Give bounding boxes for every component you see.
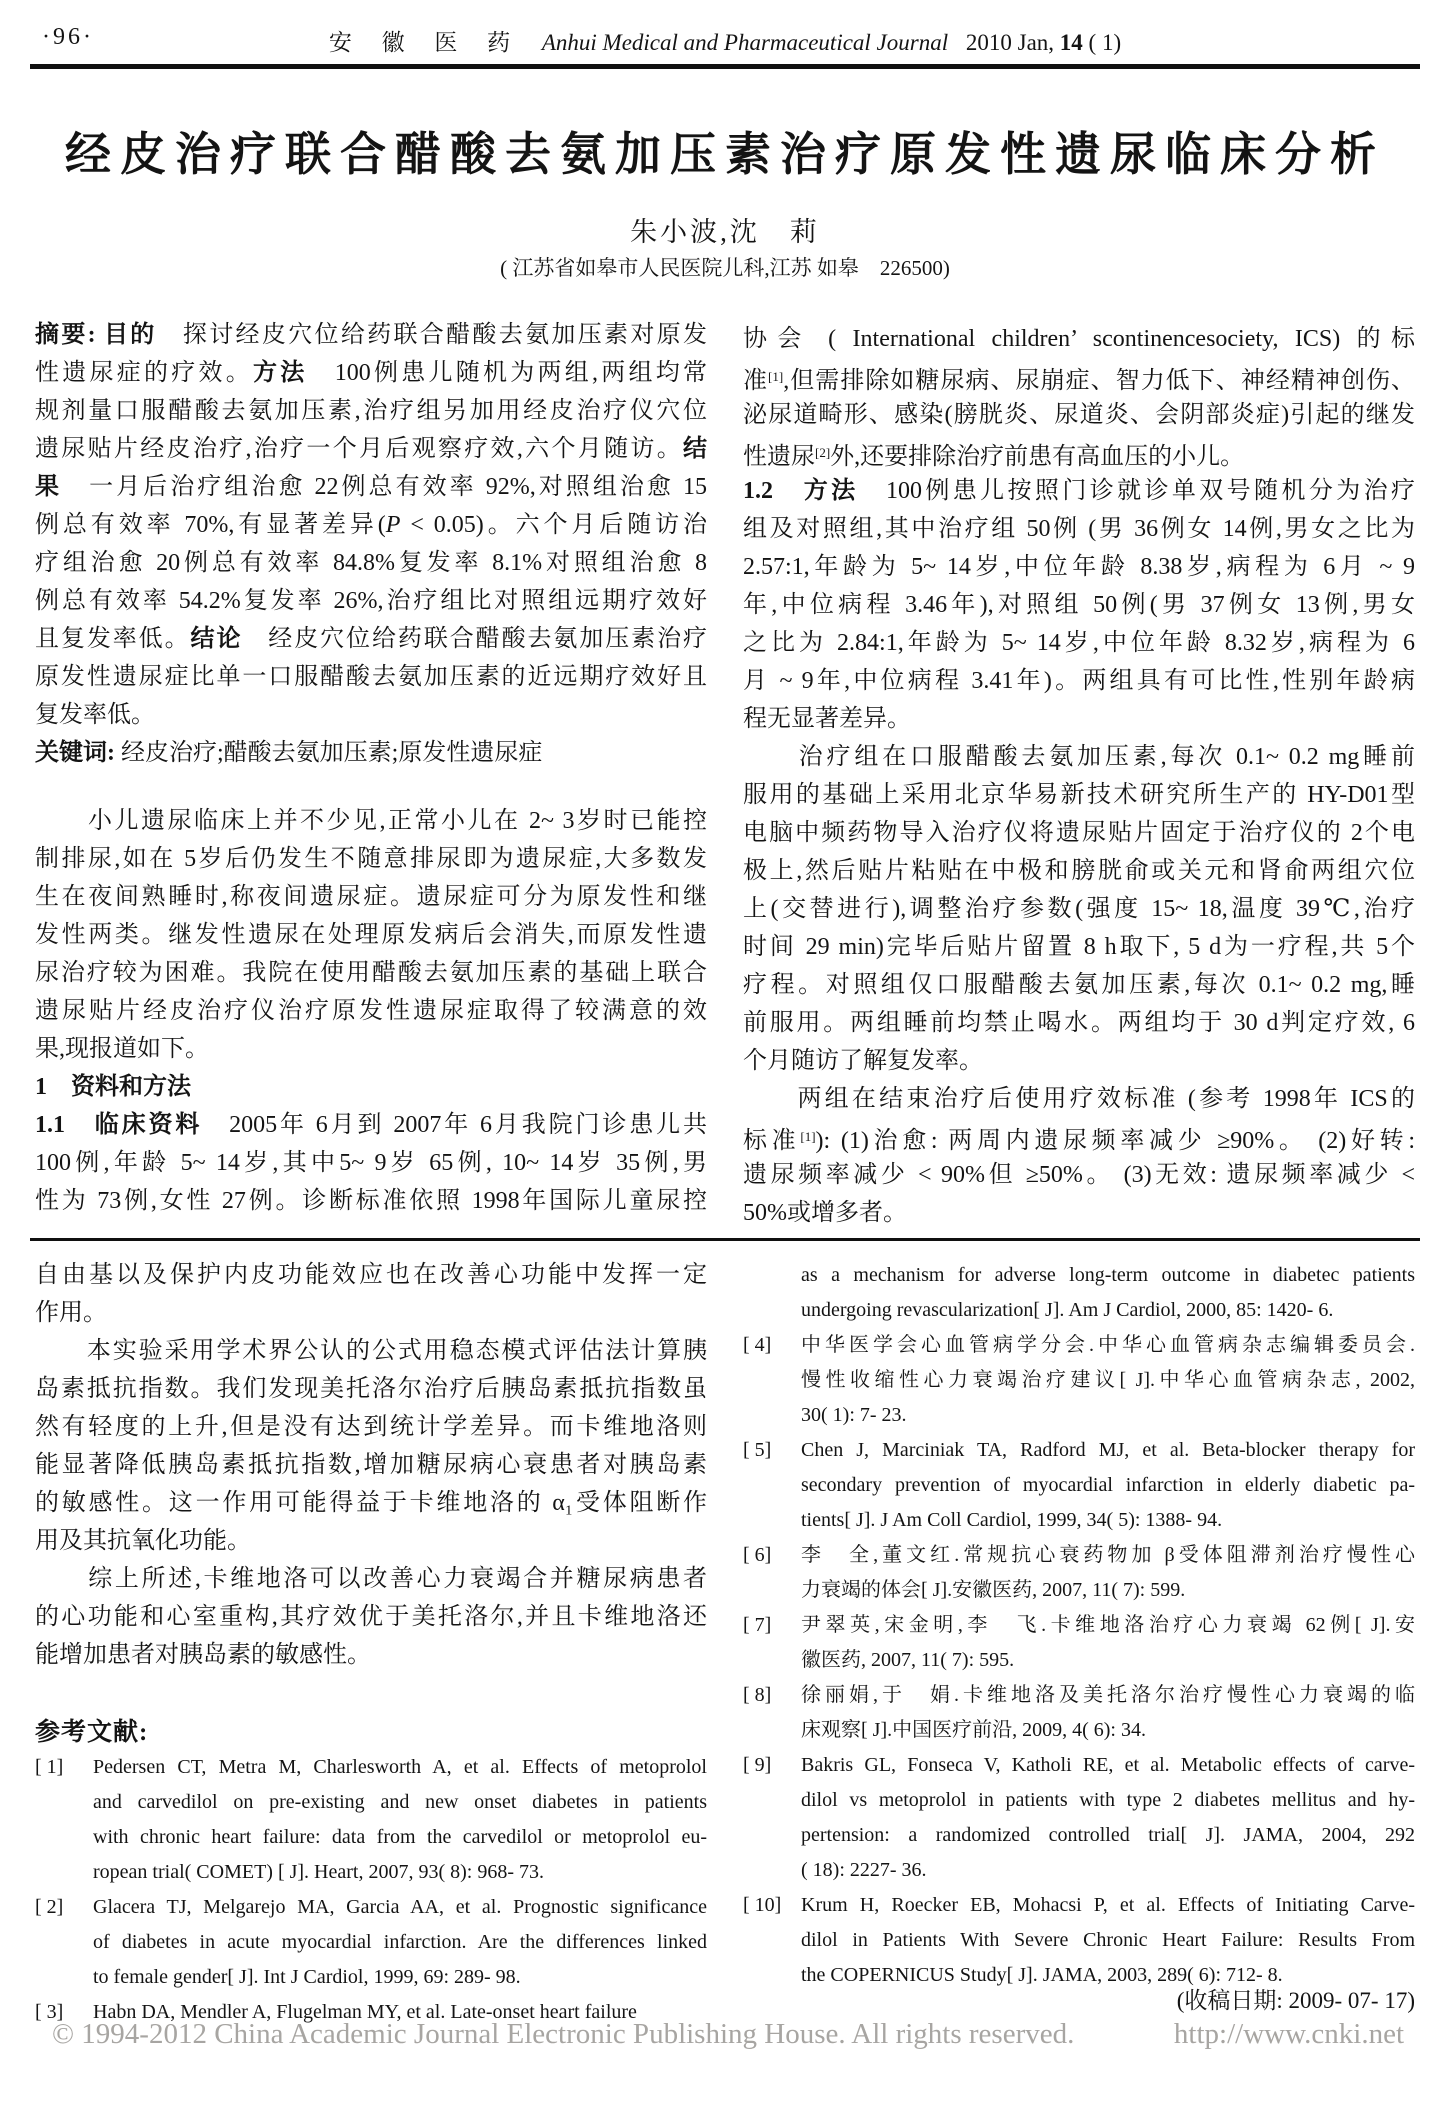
reference-number: [ 8] — [743, 1684, 772, 1706]
reference-line: 中华医学会心血管病学分会.中华心血管病杂志编辑委员会. — [801, 1334, 1415, 1356]
text-line: 上(交替进行),调整治疗参数(强度 15~ 18,温度 39℃,治疗 — [743, 896, 1415, 922]
text-line: 标准[1]): (1)治愈: 两周内遗尿频率减少 ≥90%。 (2)好转: — [743, 1128, 1415, 1154]
text-line: 个月随访了解复发率。 — [743, 1048, 983, 1074]
reference-line: 李 全,董文红.常规抗心衰药物加 β受体阻滞剂治疗慢性心 — [801, 1544, 1415, 1566]
article-title: 经皮治疗联合醋酸去氨加压素治疗原发性遗尿临床分析 — [65, 129, 1385, 180]
text-line: 综上所述,卡维地洛可以改善心力衰竭合并糖尿病患者 — [35, 1566, 707, 1592]
received-date: (收稿日期: 2009- 07- 17) — [1176, 1988, 1415, 2013]
reference-line: Glacera TJ, Melgarejo MA, Garcia AA, et al. Prognostic significance — [93, 1896, 707, 1918]
reference-item — [743, 1888, 1415, 1993]
text-line: 准[1],但需排除如糖尿病、尿崩症、智力低下、神经精神创伤、 — [743, 368, 1415, 394]
reference-line: 徽医药, 2007, 11( 7): 595. — [801, 1649, 1015, 1671]
reference-item — [35, 1890, 707, 1995]
article-affiliation: ( 江苏省如皋市人民医院儿科,江苏 如皋 226500) — [500, 256, 950, 280]
reference-number: [ 3] — [35, 2001, 64, 2023]
article2-left-column — [35, 1256, 707, 1674]
text-line: 前服用。两组睡前均禁止喝水。两组均于 30 d判定疗效, 6 — [743, 1010, 1415, 1036]
text-line: 50%或增多者。 — [743, 1200, 907, 1226]
journal-name-chinese: 安 徽 医 药 — [328, 30, 523, 55]
reference-line: 慢性收缩性心力衰竭治疗建议[ J].中华心血管病杂志, 2002, — [801, 1369, 1415, 1391]
text-line: 服用的基础上采用北京华易新技术研究所生产的 HY-D01型 — [743, 782, 1415, 808]
journal-header — [0, 24, 1450, 57]
text-line: 的敏感性。这一作用可能得益于卡维地洛的 α₁受体阻断作 — [35, 1490, 707, 1516]
text-line: 1 资料和方法 — [35, 1074, 191, 1100]
text-line: 组及对照组,其中治疗组 50例 (男 36例女 14例,男女之比为 — [743, 516, 1415, 542]
reference-number: [ 2] — [35, 1896, 64, 1918]
text-line: 治疗组在口服醋酸去氨加压素,每次 0.1~ 0.2 mg睡前 — [743, 744, 1415, 770]
text-line: 性遗尿症的疗效。方法 100例患儿随机为两组,两组均常 — [35, 360, 707, 386]
reference-line: 床观察[ J].中国医疗前沿, 2009, 4( 6): 34. — [801, 1719, 1146, 1741]
article1-right-column — [743, 320, 1415, 1232]
reference-line: ( 18): 2227- 36. — [801, 1859, 927, 1881]
text-line: 制排尿,如在 5岁后仍发生不随意排尿即为遗尿症,大多数发 — [35, 846, 707, 872]
text-line: 极上,然后贴片粘贴在中极和膀胱俞或关元和肾俞两组穴位 — [743, 858, 1415, 884]
text-line: 例总有效率 54.2%复发率 26%,治疗组比对照组远期疗效好 — [35, 588, 707, 614]
reference-line: Pedersen CT, Metra M, Charlesworth A, et al. Effects of metoprolol — [93, 1756, 707, 1778]
reference-line: Bakris GL, Fonseca V, Katholi RE, et al. Metabolic effects of carve- — [801, 1754, 1415, 1776]
reference-line: the COPERNICUS Study[ J]. JAMA, 2003, 289( 6): 712- 8. — [801, 1964, 1283, 1986]
text-line: 遗尿频率减少 < 90%但 ≥50%。 (3)无效: 遗尿频率减少 < — [743, 1162, 1415, 1188]
reference-item — [743, 1258, 1415, 1328]
article-authors: 朱小波,沈 莉 — [630, 217, 820, 247]
reference-number: [ 7] — [743, 1614, 772, 1636]
text-line: 电脑中频药物导入治疗仪将遗尿贴片固定于治疗仪的 2个电 — [743, 820, 1415, 846]
text-line: 关键词: 经皮治疗;醋酸去氨加压素;原发性遗尿症 — [35, 740, 543, 766]
copyright-watermark — [52, 2018, 1404, 2051]
text-line: 小儿遗尿临床上并不少见,正常小儿在 2~ 3岁时已能控 — [35, 808, 707, 834]
text-line: 本实验采用学术界公认的公式用稳态模式评估法计算胰 — [35, 1338, 707, 1364]
text-line: 例总有效率 70%,有显著差异(P < 0.05)。六个月后随访治 — [35, 512, 707, 538]
text-line: 果,现报道如下。 — [35, 1036, 209, 1062]
article1-left-column — [35, 316, 707, 1220]
text-line: 疗组治愈 20例总有效率 84.8%复发率 8.1%对照组治愈 8 — [35, 550, 707, 576]
reference-line: 尹翠英,宋金明,李 飞.卡维地洛治疗心力衰竭 62例[ J].安 — [801, 1614, 1415, 1636]
reference-line: with chronic heart failure: data from the carvedilol or metoprolol eu- — [93, 1826, 707, 1848]
reference-line: and carvedilol on pre-existing and new onset diabetes in patients — [93, 1791, 707, 1813]
text-line: 果 一月后治疗组治愈 22例总有效率 92%,对照组治愈 15 — [35, 474, 707, 500]
reference-number: [ 5] — [743, 1439, 772, 1461]
text-line: 生在夜间熟睡时,称夜间遗尿症。遗尿症可分为原发性和继 — [35, 884, 707, 910]
reference-list-right — [743, 1258, 1415, 1993]
reference-line: secondary prevention of myocardial infarction in elderly diabetic pa- — [801, 1474, 1415, 1496]
reference-line: of diabetes in acute myocardial infarction. Are the differences linked — [93, 1931, 707, 1953]
text-line: 2.57:1,年龄为 5~ 14岁,中位年龄 8.38岁,病程为 6月 ~ 9 — [743, 554, 1415, 580]
text-line: 尿治疗较为困难。我院在使用醋酸去氨加压素的基础上联合 — [35, 960, 707, 986]
issue-number: ( 1) — [1088, 30, 1122, 55]
reference-line: dilol in Patients With Severe Chronic Heart Failure: Results From — [801, 1929, 1415, 1951]
reference-number: [ 10] — [743, 1894, 782, 1916]
text-line: 发性两类。继发性遗尿在处理原发病后会消失,而原发性遗 — [35, 922, 707, 948]
text-line: 年,中位病程 3.46年),对照组 50例(男 37例女 13例,男女 — [743, 592, 1415, 618]
reference-line: ropean trial( COMET) [ J]. Heart, 2007, 93( 8): 968- 73. — [93, 1861, 544, 1883]
text-line: 摘要: 目的 探讨经皮穴位给药联合醋酸去氨加压素对原发 — [35, 322, 707, 348]
text-line: 遗尿贴片经皮治疗仪治疗原发性遗尿症取得了较满意的效 — [35, 998, 707, 1024]
text-line: 的心功能和心室重构,其疗效优于美托洛尔,并且卡维地洛还 — [35, 1604, 707, 1630]
reference-line: to female gender[ J]. Int J Cardiol, 1999, 69: 289- 98. — [93, 1966, 521, 1988]
text-line: 月 ~ 9年,中位病程 3.41年)。两组具有可比性,性别年龄病 — [743, 668, 1415, 694]
reference-line: Habn DA, Mendler A, Flugelman MY, et al. Late-onset heart failure — [93, 2001, 637, 2023]
reference-number: [ 6] — [743, 1544, 772, 1566]
text-line: 且复发率低。结论 经皮穴位给药联合醋酸去氨加压素治疗 — [35, 626, 707, 652]
text-line: 遗尿贴片经皮治疗,治疗一个月后观察疗效,六个月随访。结 — [35, 436, 707, 462]
reference-line: 徐丽娟,于 娟.卡维地洛及美托洛尔治疗慢性心力衰竭的临 — [801, 1684, 1415, 1706]
reference-line: tients[ J]. J Am Coll Cardiol, 1999, 34( 5): 1388- 94. — [801, 1509, 1223, 1531]
text-line: 然有轻度的上升,但是没有达到统计学差异。而卡维地洛则 — [35, 1414, 707, 1440]
reference-item — [743, 1538, 1415, 1608]
issue-volume: 14 — [1059, 30, 1083, 55]
reference-line: 30( 1): 7- 23. — [801, 1404, 907, 1426]
text-line: 之比为 2.84:1,年龄为 5~ 14岁,中位年龄 8.32岁,病程为 6 — [743, 630, 1415, 656]
reference-item — [35, 1750, 707, 1890]
text-line: 复发率低。 — [35, 702, 155, 728]
text-line: 岛素抵抗指数。我们发现美托洛尔治疗后胰岛素抵抗指数虽 — [35, 1376, 707, 1402]
text-line: 性为 73例,女性 27例。诊断标准依照 1998年国际儿童尿控 — [35, 1188, 707, 1214]
text-line: 性遗尿[2]外,还要排除治疗前患有高血压的小儿。 — [743, 444, 1245, 470]
text-line: 用及其抗氧化功能。 — [35, 1528, 251, 1554]
reference-line: Krum H, Roecker EB, Mohacsi P, et al. Effects of Initiating Carve- — [801, 1894, 1415, 1916]
reference-item — [743, 1748, 1415, 1888]
text-line: 协会 ( International children’ scontinencesociety, ICS) 的标 — [743, 326, 1415, 352]
reference-number: [ 9] — [743, 1754, 772, 1776]
reference-item — [743, 1328, 1415, 1433]
reference-line: undergoing revascularization[ J]. Am J Cardiol, 2000, 85: 1420- 6. — [801, 1299, 1334, 1321]
text-line: 能增加患者对胰岛素的敏感性。 — [35, 1642, 371, 1668]
text-line: 规剂量口服醋酸去氨加压素,治疗组另加用经皮治疗仪穴位 — [35, 398, 707, 424]
journal-name-english: Anhui Medical and Pharmaceutical Journal — [541, 30, 949, 55]
page-number: ·96· — [42, 24, 94, 50]
reference-item — [743, 1608, 1415, 1678]
text-line: 两组在结束治疗后使用疗效标准 (参考 1998年 ICS的 — [743, 1086, 1415, 1112]
text-line: 程无显著差异。 — [743, 706, 911, 732]
reference-number: [ 1] — [35, 1756, 64, 1778]
text-line: 1.1 临床资料 2005年 6月到 2007年 6月我院门诊患儿共 — [35, 1112, 707, 1138]
header-rule — [30, 64, 1420, 69]
watermark-url: http://www.cnki.net — [1173, 2018, 1404, 2050]
reference-line: dilol vs metoprolol in patients with type 2 diabetes mellitus and hy- — [801, 1789, 1415, 1811]
issue-date: 2010 Jan, — [965, 30, 1055, 55]
text-line: 能显著降低胰岛素抵抗指数,增加糖尿病心衰患者对胰岛素 — [35, 1452, 707, 1478]
text-line: 自由基以及保护内皮功能效应也在改善心功能中发挥一定 — [35, 1262, 707, 1288]
reference-line: 力衰竭的体会[ J].安徽医药, 2007, 11( 7): 599. — [801, 1579, 1186, 1601]
references-heading: 参考文献: — [35, 1719, 149, 1746]
text-line: 100例,年龄 5~ 14岁,其中5~ 9岁 65例, 10~ 14岁 35例,男 — [35, 1150, 707, 1176]
reference-item — [743, 1678, 1415, 1748]
reference-line: Chen J, Marciniak TA, Radford MJ, et al. Beta-blocker therapy for — [801, 1439, 1415, 1461]
reference-list-left — [35, 1750, 707, 2030]
text-line — [35, 772, 707, 802]
text-line: 疗程。对照组仅口服醋酸去氨加压素,每次 0.1~ 0.2 mg,睡 — [743, 972, 1415, 998]
text-line: 泌尿道畸形、感染(膀胱炎、尿道炎、会阴部炎症)引起的继发 — [743, 402, 1415, 428]
reference-line: as a mechanism for adverse long-term outcome in diabetec patients — [801, 1264, 1415, 1286]
reference-number: [ 4] — [743, 1334, 772, 1356]
text-line: 时间 29 min)完毕后贴片留置 8 h取下, 5 d为一疗程,共 5个 — [743, 934, 1415, 960]
reference-line: pertension: a randomized controlled trial[ J]. JAMA, 2004, 292 — [801, 1824, 1415, 1846]
reference-item — [743, 1433, 1415, 1538]
text-line: 作用。 — [35, 1300, 107, 1326]
text-line: 1.2 方法 100例患儿按照门诊就诊单双号随机分为治疗 — [743, 478, 1415, 504]
article-divider-rule — [30, 1238, 1420, 1241]
watermark-text: © 1994-2012 China Academic Journal Electronic Publishing House. All rights reserved. — [52, 2018, 1075, 2050]
text-line: 原发性遗尿症比单一口服醋酸去氨加压素的近远期疗效好且 — [35, 664, 707, 690]
